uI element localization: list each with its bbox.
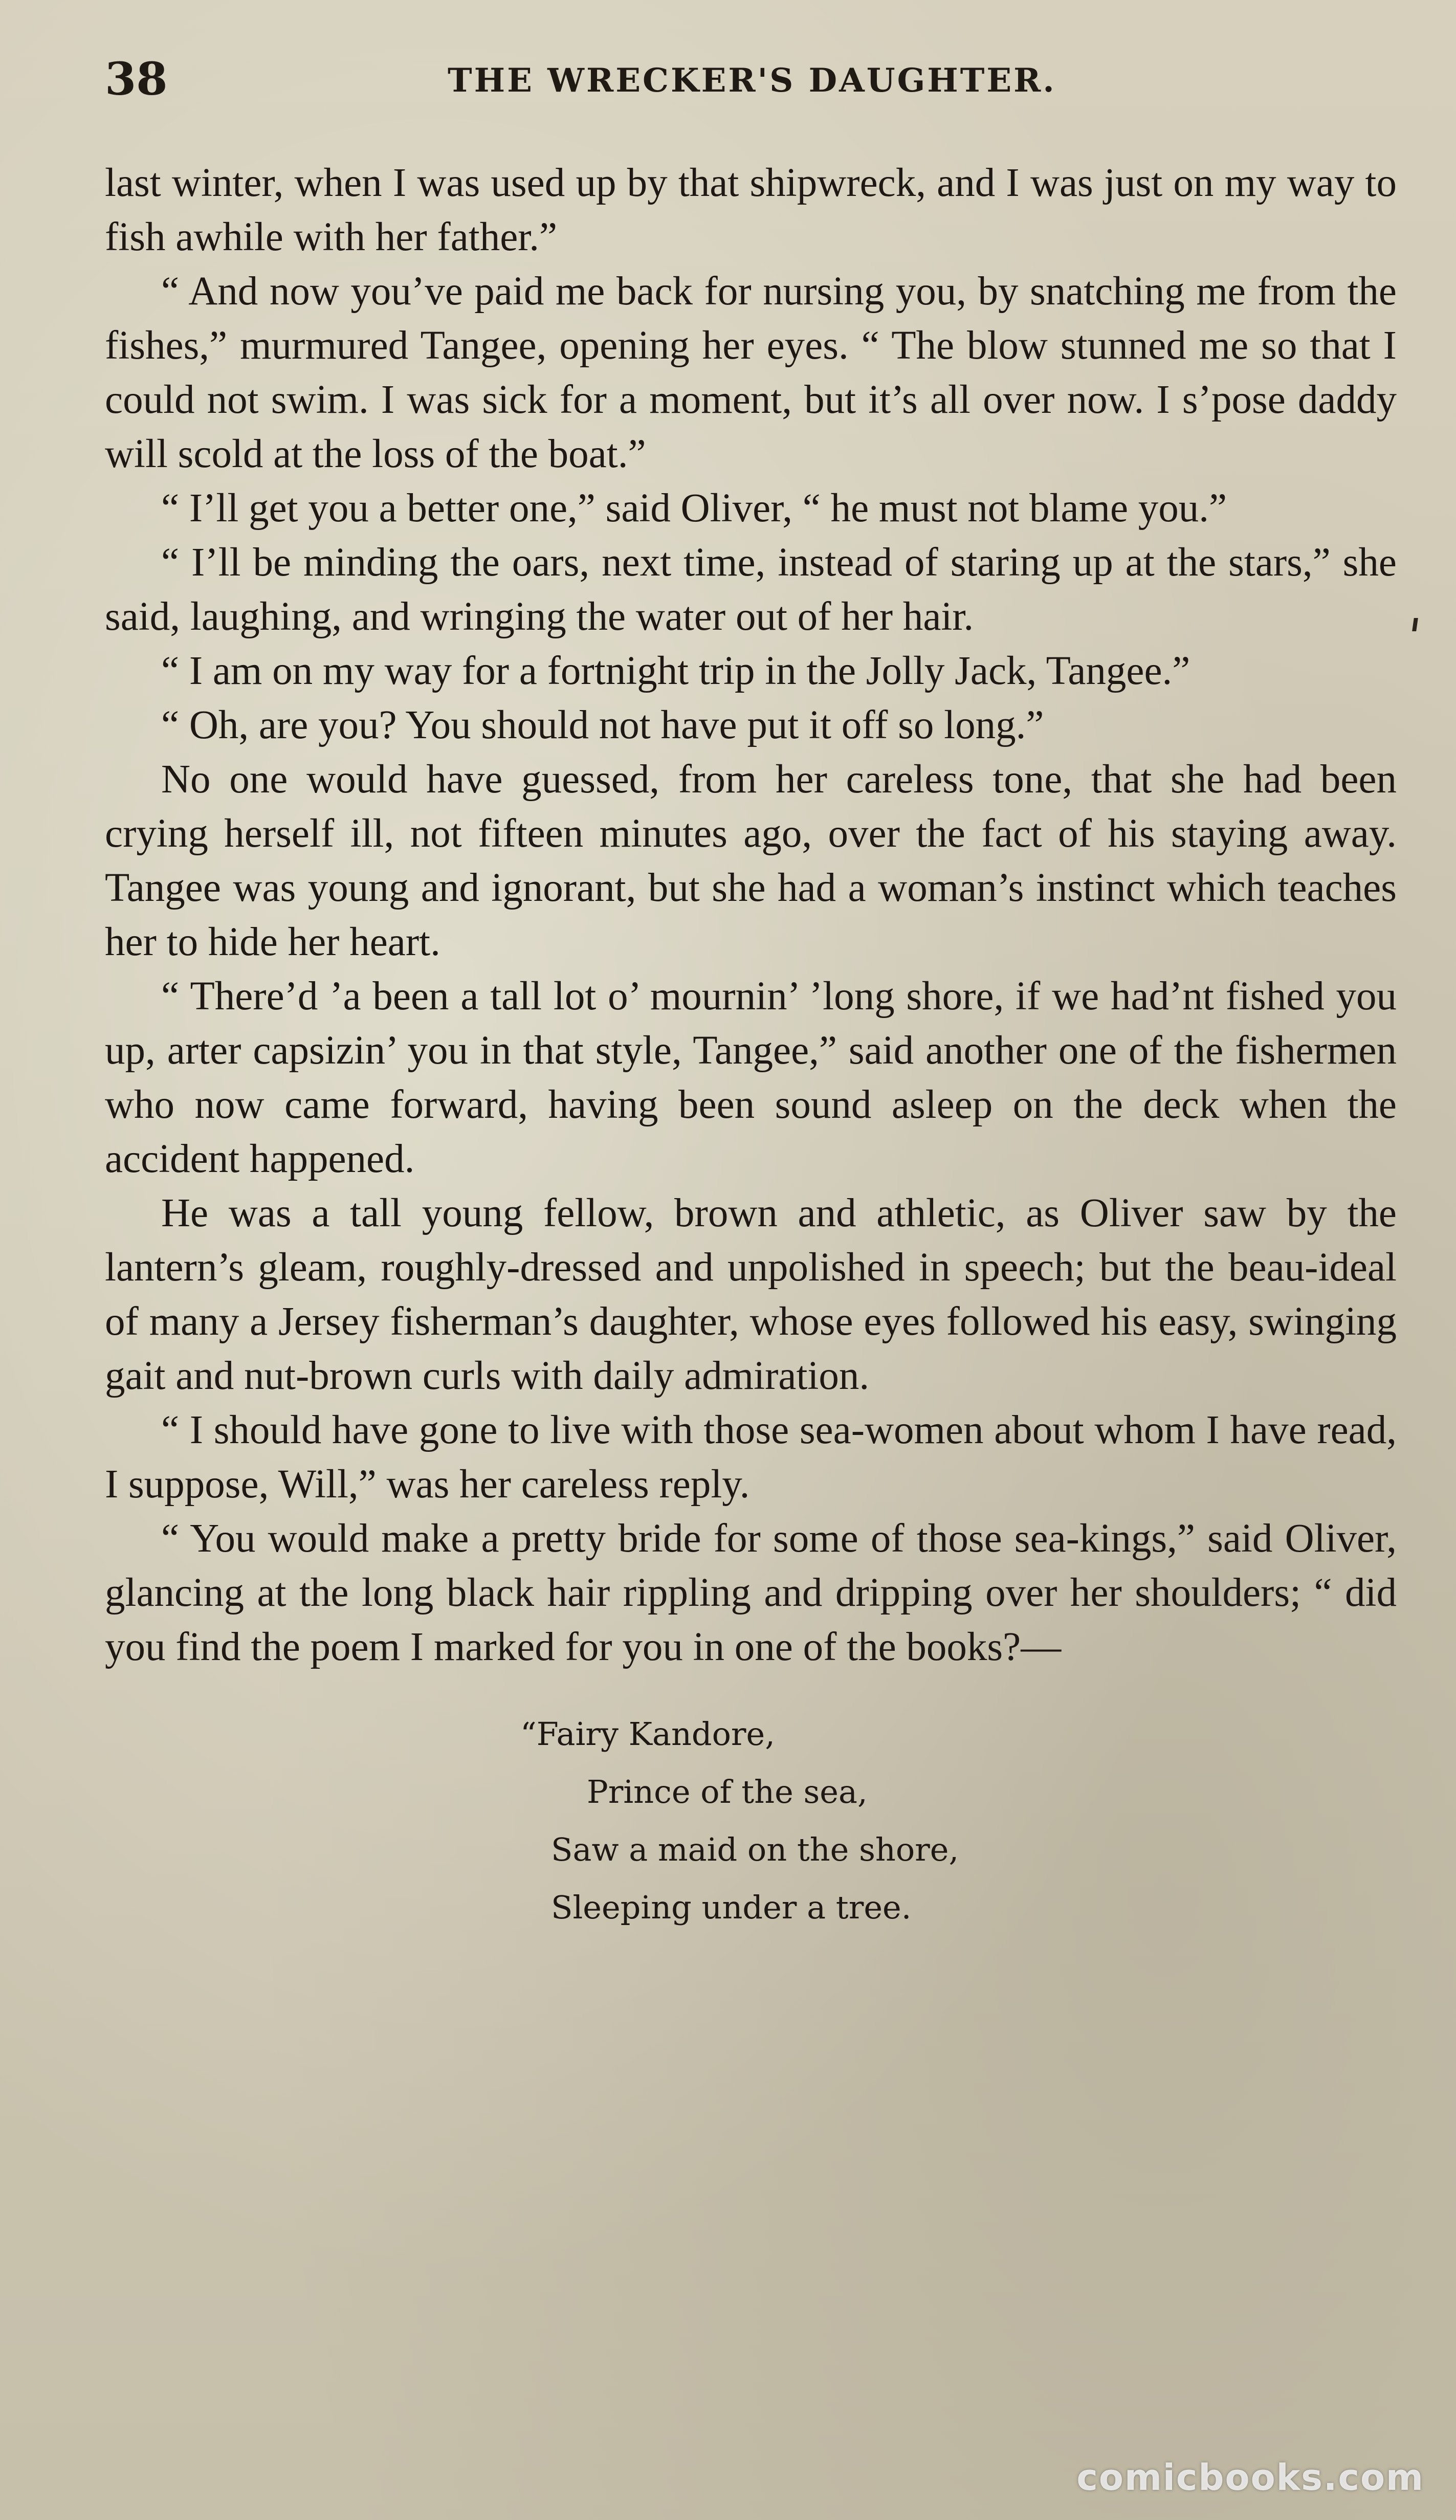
paragraph: “ You would make a pretty bride for some of those sea-kings,” said Oliver, glancing at the long black hair rippling and dripping over her shoulders; “ did you find the poem I marked for you in one of the books?— <box>105 1516 1397 1669</box>
paragraph: “ I should have gone to live with those sea-women about whom I have read, I suppose, Will,” was her careless reply. <box>105 1408 1397 1507</box>
paragraph: “ Oh, are you? You should not have put it off so long.” <box>161 703 1044 747</box>
paragraph: “ I am on my way for a fortnight trip in the Jolly Jack, Tangee.” <box>161 649 1190 693</box>
paragraph: “ There’d ’a been a tall lot o’ mournin’ ’long shore, if we had’nt fished you up, arter capsizin’ you in that style, Tangee,” said another one of the fishermen who now came forward, having been sound asleep on the deck when the accident happened. <box>105 974 1397 1181</box>
watermark: comicbooks.com <box>1076 2457 1424 2499</box>
poem-line: “Fairy Kandore, <box>520 1715 775 1753</box>
paragraph: “ I’ll get you a better one,” said Oliver, “ he must not blame you.” <box>161 486 1227 530</box>
page-number: 38 <box>105 52 168 105</box>
paragraph: He was a tall young fellow, brown and athletic, as Oliver saw by the lantern’s gleam, roughly-dressed and unpolished in speech; but the beau-ideal of many a Jersey fisherman’s daughter, whose eyes followed his easy, swinging gait and nut-brown curls with daily admiration. <box>105 1191 1397 1398</box>
page-header <box>105 52 1395 113</box>
ink-mark <box>1412 618 1418 631</box>
body-text <box>105 156 1397 1936</box>
poem-line: Sleeping under a tree. <box>551 1889 912 1926</box>
poem-verse <box>520 1705 1397 1936</box>
paragraph: “ I’ll be minding the oars, next time, instead of staring up at the stars,” she said, laughing, and wringing the water out of her hair. <box>105 540 1397 639</box>
paragraph: No one would have guessed, from her careless tone, that she had been crying herself ill, not fifteen minutes ago, over the fact of his staying away. Tangee was young and ignorant, but she had a woman’s instinct which teaches her to hide her heart. <box>105 757 1397 964</box>
poem-line: Saw a maid on the shore, <box>551 1831 959 1868</box>
poem-line: Prince of the sea, <box>587 1773 868 1810</box>
paragraph: last winter, when I was used up by that shipwreck, and I was just on my way to fish awhile with her father.” <box>105 161 1397 259</box>
running-head: THE WRECKER'S DAUGHTER. <box>448 61 1056 100</box>
paragraph: “ And now you’ve paid me back for nursing you, by snatching me from the fishes,” murmured Tangee, opening her eyes. “ The blow stunned me so that I could not swim. I was sick for a moment, but it’s all over now. I s’pose daddy will scold at the loss of the boat.” <box>105 269 1397 476</box>
